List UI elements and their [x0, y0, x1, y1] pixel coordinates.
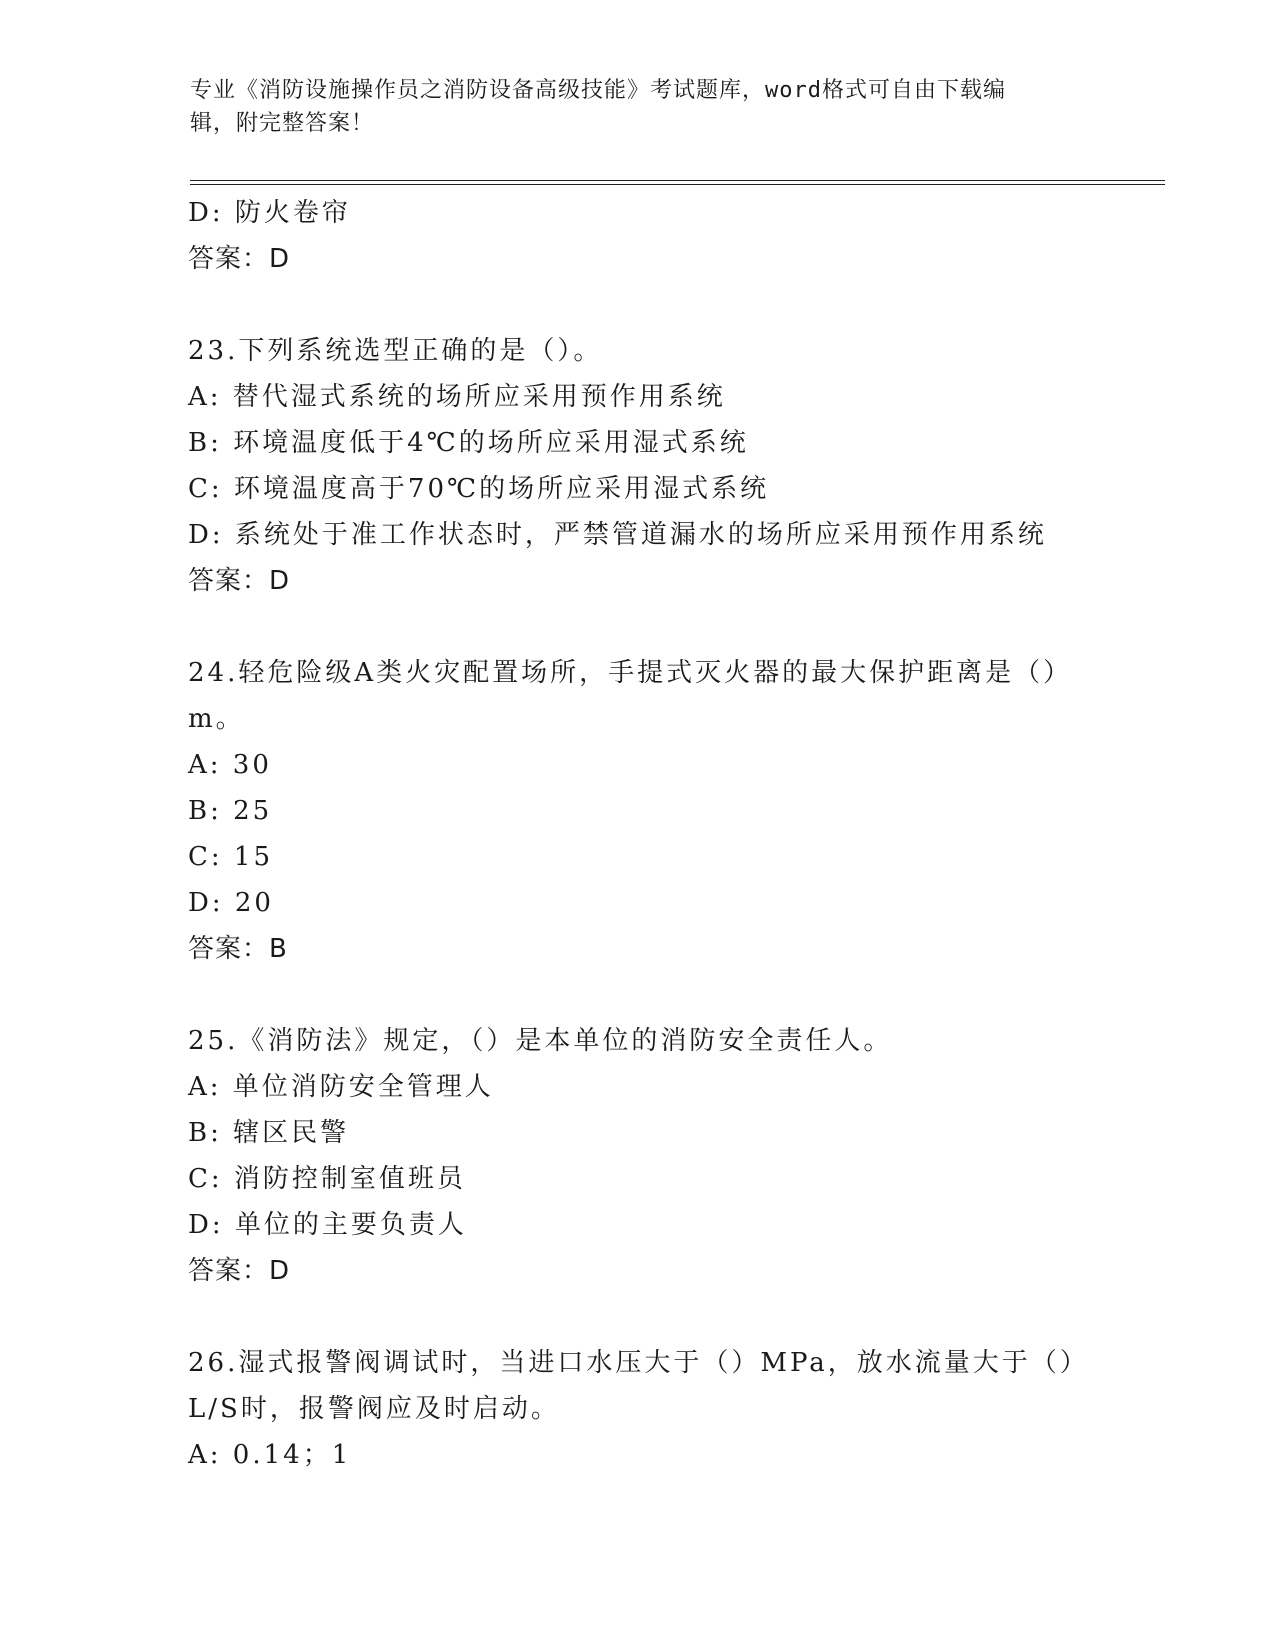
option-d: D: 单位的主要负责人 [188, 1210, 467, 1240]
document-header [190, 74, 1090, 140]
answer: 答案：D [188, 566, 291, 596]
option-a: A: 0.14；1 [188, 1440, 352, 1470]
question-title: 23.下列系统选型正确的是（）。 [188, 336, 603, 366]
option-a: A: 单位消防安全管理人 [188, 1072, 494, 1102]
spacer [188, 604, 1088, 650]
header-divider-top [190, 180, 1165, 181]
question-24 [188, 650, 1088, 972]
question-title-continued: m。 [188, 704, 245, 734]
question-title: 26.湿式报警阀调试时，当进口水压大于（）MPa，放水流量大于（） [188, 1348, 1089, 1378]
question-26 [188, 1340, 1088, 1478]
question-25 [188, 1018, 1088, 1294]
question-title-continued: L/S时，报警阀应及时启动。 [188, 1394, 560, 1424]
question-title: 24.轻危险级A类火灾配置场所，手提式灭火器的最大保护距离是（） [188, 658, 1073, 688]
option-d: D: 20 [188, 888, 274, 918]
spacer [188, 1294, 1088, 1340]
question-title: 25.《消防法》规定，（）是本单位的消防安全责任人。 [188, 1026, 893, 1056]
option-a: A: 替代湿式系统的场所应采用预作用系统 [188, 382, 726, 412]
question-23 [188, 328, 1088, 604]
option-c: C: 15 [188, 842, 274, 872]
prev-answer: 答案：D [188, 244, 291, 274]
header-line-2: 辑，附完整答案！ [190, 111, 375, 136]
question-list [188, 190, 1088, 1478]
option-b: B: 环境温度低于4℃的场所应采用湿式系统 [188, 428, 749, 458]
spacer [188, 282, 1088, 328]
answer: 答案：B [188, 934, 288, 964]
option-c: C: 环境温度高于70℃的场所应采用湿式系统 [188, 474, 770, 504]
answer: 答案：D [188, 1256, 291, 1286]
option-d: D: 系统处于准工作状态时，严禁管道漏水的场所应采用预作用系统 [188, 520, 1047, 550]
option-b: B: 25 [188, 796, 273, 826]
option-a: A: 30 [188, 750, 272, 780]
option-b: B: 辖区民警 [188, 1118, 350, 1148]
prev-option-d: D: 防火卷帘 [188, 198, 351, 228]
spacer [188, 972, 1088, 1018]
option-c: C: 消防控制室值班员 [188, 1164, 466, 1194]
header-divider-bottom [190, 184, 1165, 185]
header-line-1: 专业《消防设施操作员之消防设备高级技能》考试题库，word格式可自由下载编 [190, 78, 1006, 103]
